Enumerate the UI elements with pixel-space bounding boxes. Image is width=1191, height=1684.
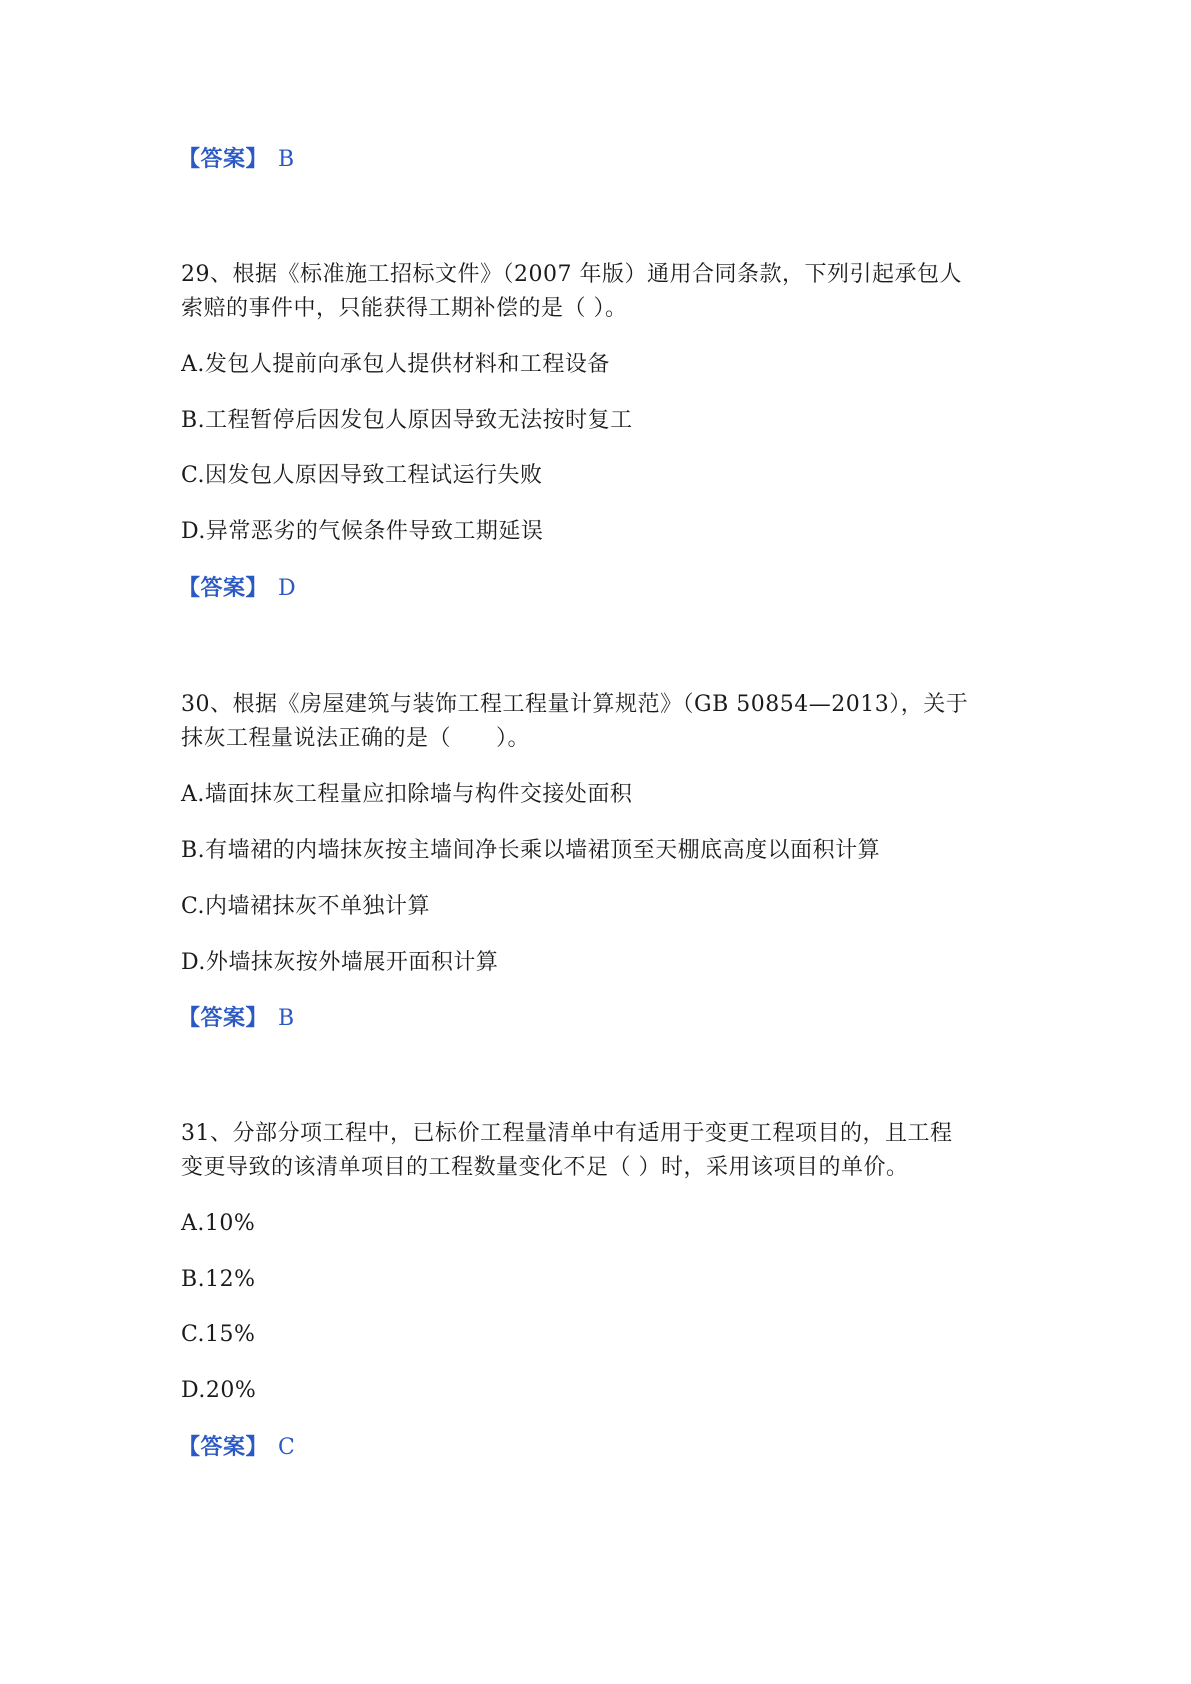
question-29-option-d: D.异常恶劣的气候条件导致工期延误 — [181, 519, 544, 544]
answer-value: D — [278, 576, 297, 601]
question-29-option-a: A.发包人提前向承包人提供材料和工程设备 — [181, 352, 610, 377]
answer-line — [178, 1430, 295, 1465]
question-30-option-c: C.内墙裙抹灰不单独计算 — [181, 894, 431, 919]
question-31-line-1: 31、分部分项工程中，已标价工程量清单中有适用于变更工程项目的，且工程 — [181, 1121, 953, 1146]
answer-value: C — [278, 1435, 296, 1460]
question-30-option-b: B.有墙裙的内墙抹灰按主墙间净长乘以墙裙顶至天棚底高度以面积计算 — [181, 838, 881, 863]
question-29-option-c: C.因发包人原因导致工程试运行失败 — [181, 463, 543, 488]
question-29-line-2: 索赔的事件中，只能获得工期补偿的是（ ）。 — [181, 296, 628, 321]
question-31-option-a: A.10% — [181, 1211, 256, 1236]
question-31-option-c: C.15% — [181, 1322, 256, 1347]
answer-label: 【答案】 — [178, 146, 269, 172]
question-31-option-d: D.20% — [181, 1378, 257, 1403]
answer-line — [178, 142, 295, 177]
question-29-line-1: 29、根据《标准施工招标文件》（2007 年版）通用合同条款，下列引起承包人 — [181, 262, 962, 287]
answer-value: B — [278, 147, 295, 172]
answer-label: 【答案】 — [178, 575, 269, 601]
question-30-option-a: A.墙面抹灰工程量应扣除墙与构件交接处面积 — [181, 782, 633, 807]
question-31-option-b: B.12% — [181, 1267, 256, 1292]
question-31-line-2: 变更导致的该清单项目的工程数量变化不足（ ）时，采用该项目的单价。 — [181, 1155, 909, 1180]
question-30-option-d: D.外墙抹灰按外墙展开面积计算 — [181, 950, 499, 975]
answer-label: 【答案】 — [178, 1005, 269, 1031]
question-29-option-b: B.工程暂停后因发包人原因导致无法按时复工 — [181, 408, 633, 433]
answer-line — [178, 571, 296, 606]
question-30-line-1: 30、根据《房屋建筑与装饰工程工程量计算规范》（GB 50854—2013），关于 — [181, 692, 969, 717]
question-30-line-2: 抹灰工程量说法正确的是（ ）。 — [181, 726, 531, 751]
answer-value: B — [278, 1006, 295, 1031]
answer-line — [178, 1001, 295, 1036]
answer-label: 【答案】 — [178, 1434, 269, 1460]
